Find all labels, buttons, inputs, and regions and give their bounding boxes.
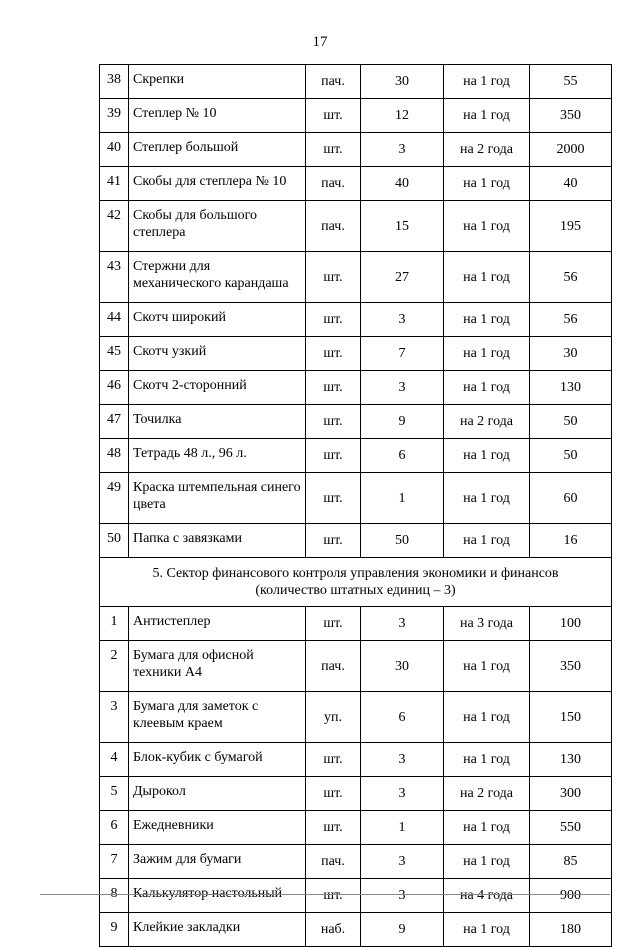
section-header-cell xyxy=(100,558,612,607)
unit-cell: шт. xyxy=(306,371,361,405)
table-row xyxy=(100,405,612,439)
quantity-cell: 3 xyxy=(361,777,444,811)
unit-cell: шт. xyxy=(306,303,361,337)
price-cell: 130 xyxy=(530,371,612,405)
item-name-cell: Бумага для заметок с клеевым краем xyxy=(129,692,306,743)
table-row xyxy=(100,641,612,692)
section-title: 5. Сектор финансового контроля управления экономики и финансов xyxy=(152,566,559,581)
item-name-cell: Клейкие закладки xyxy=(129,913,306,947)
quantity-cell: 1 xyxy=(361,473,444,524)
unit-cell: шт. xyxy=(306,439,361,473)
item-name-cell: Блок-кубик с бумагой xyxy=(129,743,306,777)
period-cell: на 3 года xyxy=(444,607,530,641)
table-row xyxy=(100,743,612,777)
price-cell: 50 xyxy=(530,405,612,439)
price-cell: 900 xyxy=(530,879,612,913)
row-number-cell: 5 xyxy=(100,777,129,811)
table-row xyxy=(100,439,612,473)
unit-cell: пач. xyxy=(306,65,361,99)
table-row xyxy=(100,777,612,811)
period-cell: на 1 год xyxy=(444,913,530,947)
period-cell: на 1 год xyxy=(444,743,530,777)
row-number-cell: 49 xyxy=(100,473,129,524)
item-name-cell: Бумага для офисной техники А4 xyxy=(129,641,306,692)
table-row xyxy=(100,811,612,845)
unit-cell: шт. xyxy=(306,524,361,558)
item-name-cell: Краска штемпельная синего цвета xyxy=(129,473,306,524)
unit-cell: шт. xyxy=(306,337,361,371)
row-number-cell: 4 xyxy=(100,743,129,777)
section-header-body xyxy=(100,558,612,607)
table-row xyxy=(100,524,612,558)
section-subtitle: (количество штатных единиц – 3) xyxy=(255,583,456,598)
quantity-cell: 30 xyxy=(361,65,444,99)
period-cell: на 1 год xyxy=(444,811,530,845)
unit-cell: наб. xyxy=(306,913,361,947)
unit-cell: шт. xyxy=(306,405,361,439)
row-number-cell: 1 xyxy=(100,607,129,641)
quantity-cell: 30 xyxy=(361,641,444,692)
table-row xyxy=(100,692,612,743)
period-cell: на 1 год xyxy=(444,99,530,133)
item-name-cell: Скотч широкий xyxy=(129,303,306,337)
item-name-cell: Скотч узкий xyxy=(129,337,306,371)
table-row xyxy=(100,201,612,252)
price-cell: 100 xyxy=(530,607,612,641)
item-name-cell: Скобы для степлера № 10 xyxy=(129,167,306,201)
item-name-cell: Дырокол xyxy=(129,777,306,811)
price-cell: 40 xyxy=(530,167,612,201)
row-number-cell: 46 xyxy=(100,371,129,405)
period-cell: на 1 год xyxy=(444,252,530,303)
quantity-cell: 6 xyxy=(361,692,444,743)
price-cell: 550 xyxy=(530,811,612,845)
table-row xyxy=(100,133,612,167)
row-number-cell: 38 xyxy=(100,65,129,99)
quantity-cell: 3 xyxy=(361,607,444,641)
item-name-cell: Ежедневники xyxy=(129,811,306,845)
table-row xyxy=(100,913,612,947)
row-number-cell: 44 xyxy=(100,303,129,337)
item-name-cell: Скрепки xyxy=(129,65,306,99)
item-name-cell: Тетрадь 48 л., 96 л. xyxy=(129,439,306,473)
period-cell: на 1 год xyxy=(444,65,530,99)
period-cell: на 1 год xyxy=(444,201,530,252)
period-cell: на 1 год xyxy=(444,473,530,524)
quantity-cell: 3 xyxy=(361,845,444,879)
row-number-cell: 9 xyxy=(100,913,129,947)
row-number-cell: 45 xyxy=(100,337,129,371)
price-cell: 85 xyxy=(530,845,612,879)
table-row xyxy=(100,879,612,913)
quantity-cell: 7 xyxy=(361,337,444,371)
item-name-cell: Антистеплер xyxy=(129,607,306,641)
quantity-cell: 3 xyxy=(361,743,444,777)
price-cell: 150 xyxy=(530,692,612,743)
item-name-cell: Степлер № 10 xyxy=(129,99,306,133)
row-number-cell: 39 xyxy=(100,99,129,133)
row-number-cell: 2 xyxy=(100,641,129,692)
price-cell: 2000 xyxy=(530,133,612,167)
row-number-cell: 47 xyxy=(100,405,129,439)
period-cell: на 1 год xyxy=(444,845,530,879)
section-header-row xyxy=(100,558,612,607)
row-number-cell: 40 xyxy=(100,133,129,167)
price-cell: 56 xyxy=(530,303,612,337)
row-number-cell: 43 xyxy=(100,252,129,303)
item-name-cell: Скотч 2-сторонний xyxy=(129,371,306,405)
table-row xyxy=(100,303,612,337)
row-number-cell: 42 xyxy=(100,201,129,252)
period-cell: на 1 год xyxy=(444,692,530,743)
period-cell: на 4 года xyxy=(444,879,530,913)
row-number-cell: 50 xyxy=(100,524,129,558)
unit-cell: шт. xyxy=(306,879,361,913)
quantity-cell: 27 xyxy=(361,252,444,303)
unit-cell: шт. xyxy=(306,473,361,524)
quantity-cell: 9 xyxy=(361,405,444,439)
table-row xyxy=(100,99,612,133)
unit-cell: пач. xyxy=(306,641,361,692)
unit-cell: шт. xyxy=(306,811,361,845)
item-name-cell: Степлер большой xyxy=(129,133,306,167)
unit-cell: шт. xyxy=(306,777,361,811)
price-cell: 195 xyxy=(530,201,612,252)
period-cell: на 1 год xyxy=(444,641,530,692)
item-name-cell: Точилка xyxy=(129,405,306,439)
unit-cell: пач. xyxy=(306,845,361,879)
table-row xyxy=(100,845,612,879)
item-name-cell: Зажим для бумаги xyxy=(129,845,306,879)
unit-cell: шт. xyxy=(306,743,361,777)
row-number-cell: 41 xyxy=(100,167,129,201)
table-row xyxy=(100,167,612,201)
period-cell: на 1 год xyxy=(444,439,530,473)
quantity-cell: 3 xyxy=(361,371,444,405)
quantity-cell: 3 xyxy=(361,879,444,913)
row-number-cell: 3 xyxy=(100,692,129,743)
supply-table xyxy=(99,64,612,947)
price-cell: 50 xyxy=(530,439,612,473)
row-number-cell: 48 xyxy=(100,439,129,473)
quantity-cell: 15 xyxy=(361,201,444,252)
period-cell: на 1 год xyxy=(444,303,530,337)
unit-cell: пач. xyxy=(306,201,361,252)
table-body-part2 xyxy=(100,607,612,947)
quantity-cell: 3 xyxy=(361,133,444,167)
quantity-cell: 1 xyxy=(361,811,444,845)
period-cell: на 1 год xyxy=(444,371,530,405)
quantity-cell: 6 xyxy=(361,439,444,473)
period-cell: на 2 года xyxy=(444,405,530,439)
table-row xyxy=(100,65,612,99)
price-cell: 56 xyxy=(530,252,612,303)
row-number-cell: 8 xyxy=(100,879,129,913)
unit-cell: пач. xyxy=(306,167,361,201)
price-cell: 30 xyxy=(530,337,612,371)
unit-cell: шт. xyxy=(306,99,361,133)
price-cell: 130 xyxy=(530,743,612,777)
period-cell: на 2 года xyxy=(444,777,530,811)
unit-cell: шт. xyxy=(306,133,361,167)
period-cell: на 1 год xyxy=(444,337,530,371)
period-cell: на 1 год xyxy=(444,524,530,558)
price-cell: 350 xyxy=(530,99,612,133)
price-cell: 16 xyxy=(530,524,612,558)
quantity-cell: 12 xyxy=(361,99,444,133)
unit-cell: шт. xyxy=(306,252,361,303)
quantity-cell: 3 xyxy=(361,303,444,337)
price-cell: 300 xyxy=(530,777,612,811)
item-name-cell: Папка с завязками xyxy=(129,524,306,558)
price-cell: 55 xyxy=(530,65,612,99)
price-cell: 60 xyxy=(530,473,612,524)
row-number-cell: 6 xyxy=(100,811,129,845)
item-name-cell: Скобы для большого степлера xyxy=(129,201,306,252)
item-name-cell: Стержни для механического карандаша xyxy=(129,252,306,303)
quantity-cell: 40 xyxy=(361,167,444,201)
table-body-part1 xyxy=(100,65,612,558)
row-number-cell: 7 xyxy=(100,845,129,879)
quantity-cell: 9 xyxy=(361,913,444,947)
price-cell: 350 xyxy=(530,641,612,692)
item-name-cell: Калькулятор настольный xyxy=(129,879,306,913)
table-row xyxy=(100,607,612,641)
period-cell: на 1 год xyxy=(444,167,530,201)
table-row xyxy=(100,252,612,303)
unit-cell: уп. xyxy=(306,692,361,743)
table-row xyxy=(100,371,612,405)
price-cell: 180 xyxy=(530,913,612,947)
period-cell: на 2 года xyxy=(444,133,530,167)
bottom-rule xyxy=(40,894,610,895)
quantity-cell: 50 xyxy=(361,524,444,558)
table-row xyxy=(100,337,612,371)
table-row xyxy=(100,473,612,524)
unit-cell: шт. xyxy=(306,607,361,641)
page-number: 17 xyxy=(312,34,328,50)
